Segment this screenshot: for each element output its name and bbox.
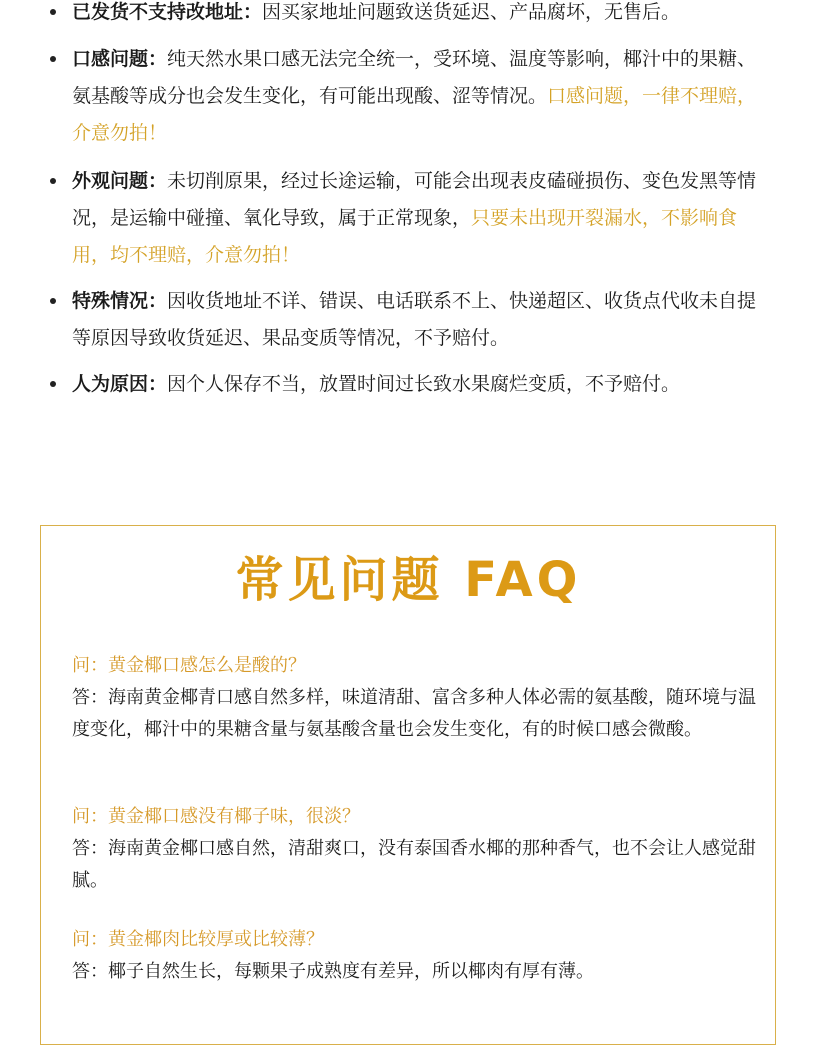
policy-sep: ：	[148, 170, 168, 192]
faq-title: 常见问题 FAQ	[235, 552, 582, 608]
policy-text: 未切削原果，经过长途运输，可能会出现表皮磕碰损伤、变色发黑等情况，是运输中碰撞、氧化导致，属于正常现象，	[72, 170, 757, 229]
bullet-icon	[50, 56, 56, 62]
policy-sep: ：	[148, 290, 168, 312]
policy-text: 因收货地址不详、错误、电话联系不上、快递超区、收货点代收未自提等原因导致收货延迟、果品变质等情况，不予赔付。	[72, 290, 757, 349]
bullet-icon	[50, 178, 56, 184]
policy-item	[72, 283, 772, 357]
policy-term: 人为原因	[72, 373, 149, 395]
policy-text: 因买家地址问题致送货延迟、产品腐坏，无售后。	[262, 1, 681, 23]
faq-question: 问：黄金椰口感怎么是酸的？	[72, 655, 306, 676]
faq-item	[72, 924, 762, 988]
policy-sep: ：	[148, 373, 168, 395]
policy-term: 外观问题	[72, 170, 149, 192]
policy-sep: ：	[243, 1, 263, 23]
faq-item	[72, 650, 762, 746]
policy-warning: 口感问题，一律不理赔，介意勿拍！	[72, 85, 757, 144]
faq-question: 问：黄金椰肉比较厚或比较薄？	[72, 929, 324, 950]
faq-answer: 答：海南黄金椰青口感自然多样，味道清甜、富含多种人体必需的氨基酸，随环境与温度变化，椰汁中的果糖含量与氨基酸含量也会发生变化，有的时候口感会微酸。	[72, 687, 756, 740]
faq-answer: 答：椰子自然生长，每颗果子成熟度有差异，所以椰肉有厚有薄。	[72, 961, 594, 982]
policy-item	[72, 163, 772, 274]
faq-item	[72, 801, 762, 897]
policy-text: 纯天然水果口感无法完全统一，受环境、温度等影响，椰汁中的果糖、氨基酸等成分也会发生变化，有可能出现酸、涩等情况。	[72, 48, 757, 107]
faq-answer: 答：海南黄金椰口感自然，清甜爽口，没有泰国香水椰的那种香气，也不会让人感觉甜腻。	[72, 838, 756, 891]
policy-item	[72, 0, 772, 31]
policy-term: 口感问题	[72, 48, 149, 70]
policy-item	[72, 41, 772, 152]
policy-term: 特殊情况	[72, 290, 149, 312]
bullet-icon	[50, 9, 56, 15]
policy-term: 已发货不支持改地址	[72, 1, 244, 23]
policy-item	[72, 366, 772, 403]
policy-sep: ：	[148, 48, 168, 70]
policy-text: 因个人保存不当，放置时间过长致水果腐烂变质，不予赔付。	[167, 373, 681, 395]
bullet-icon	[50, 298, 56, 304]
policy-warning: 只要未出现开裂漏水，不影响食用，均不理赔，介意勿拍！	[72, 207, 738, 266]
bullet-icon	[50, 381, 56, 387]
faq-question: 问：黄金椰口感没有椰子味，很淡？	[72, 806, 360, 827]
